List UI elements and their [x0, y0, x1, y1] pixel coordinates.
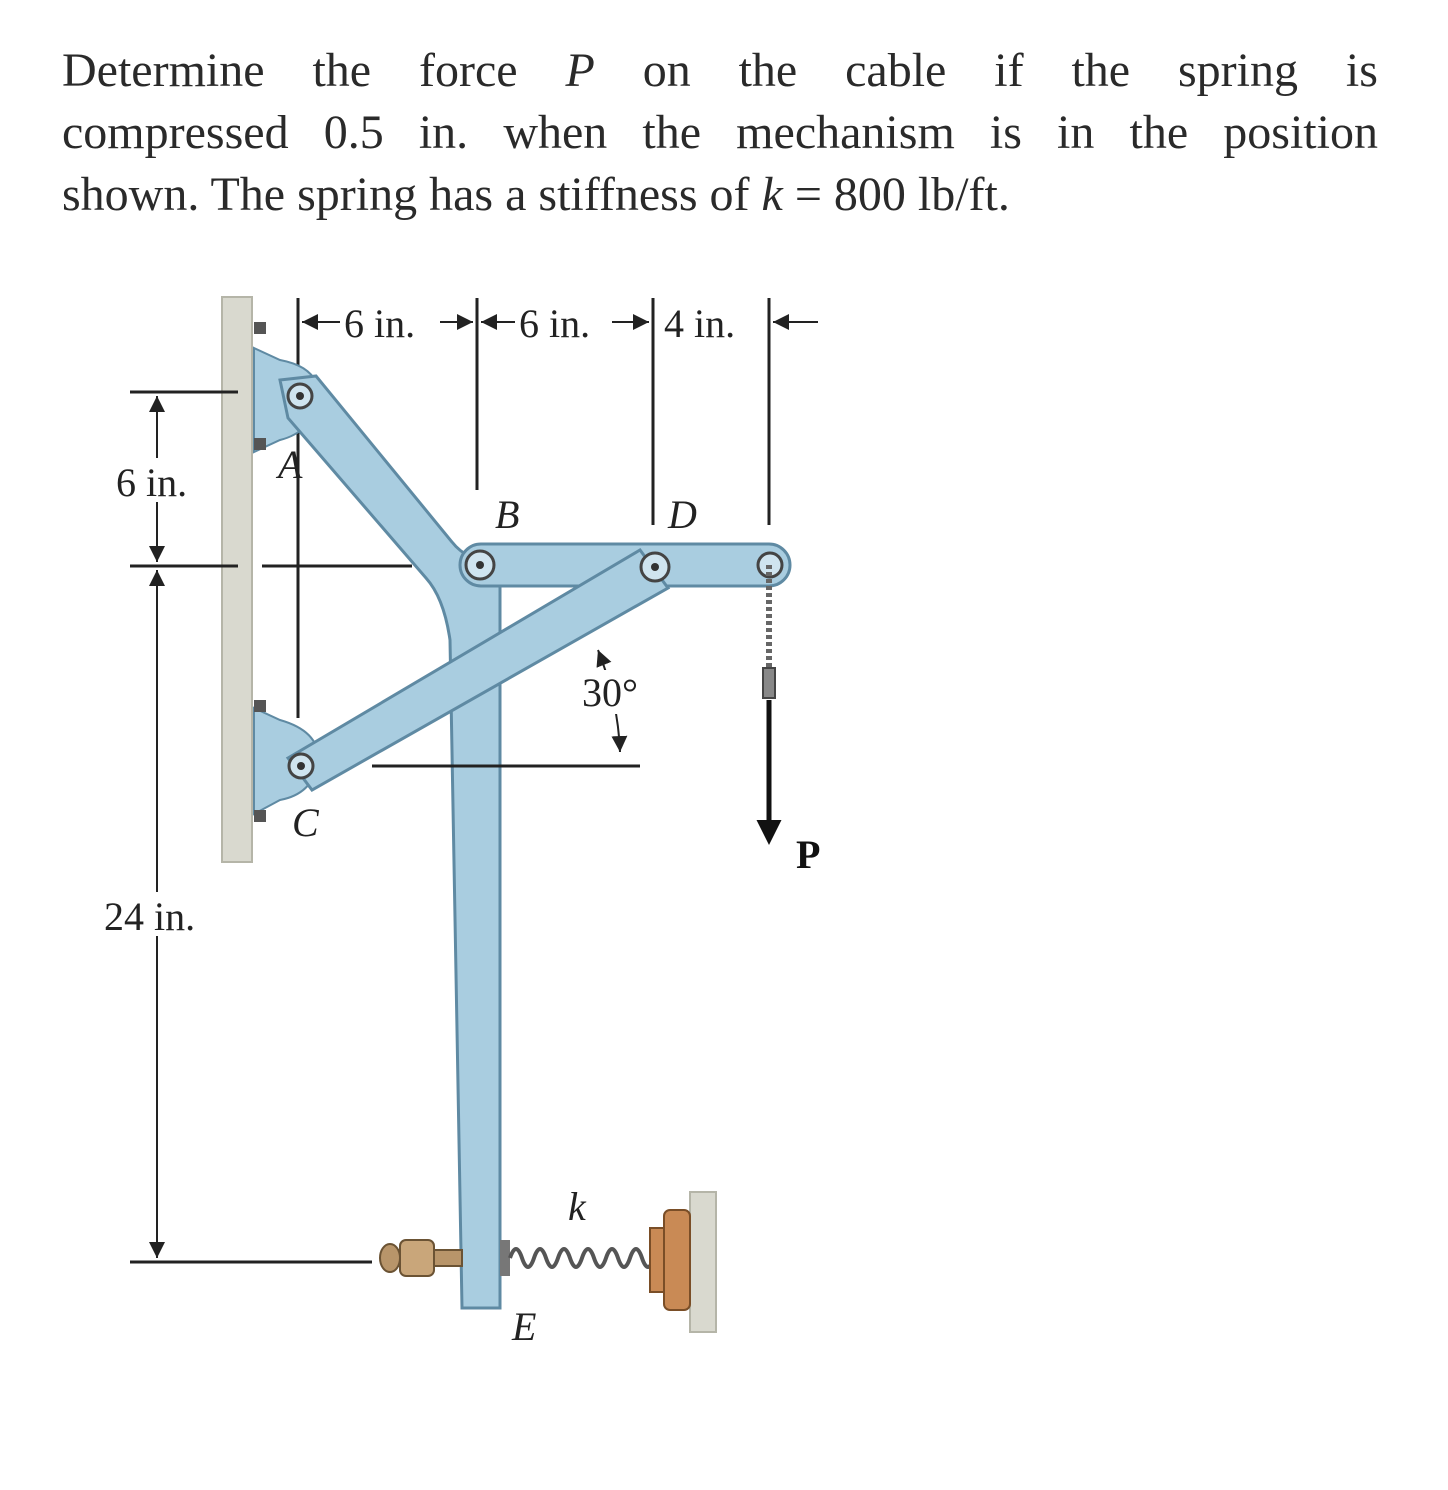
label-B: B: [495, 492, 520, 537]
label-D: D: [668, 492, 697, 537]
problem-line-3: shown. The spring has a stiffness of k = 800 lb/ft.: [62, 168, 1010, 221]
dim-h3-label: 4 in.: [664, 301, 736, 346]
left-wall: [222, 297, 252, 862]
dim-h2-label: 6 in.: [519, 301, 591, 346]
dim-h1-label: 6 in.: [344, 301, 416, 346]
nut-bolt: [380, 1240, 462, 1276]
spring: [500, 1210, 690, 1310]
label-A: A: [278, 442, 303, 487]
dim-v2-label: 24 in.: [104, 894, 196, 939]
cable-sleeve: [763, 668, 775, 698]
right-wall: [690, 1192, 716, 1332]
label-E: E: [512, 1304, 537, 1349]
dim-v1-label: 6 in.: [116, 460, 188, 505]
angle-label: 30°: [582, 670, 638, 715]
problem-line-2: compressed 0.5 in. when the mechanism is in the position: [62, 106, 1378, 159]
label-k: k: [568, 1184, 586, 1229]
label-P: P: [796, 832, 821, 877]
problem-line-1: Determine the force P on the cable if the spring is: [62, 44, 1378, 97]
label-C: C: [292, 800, 319, 845]
